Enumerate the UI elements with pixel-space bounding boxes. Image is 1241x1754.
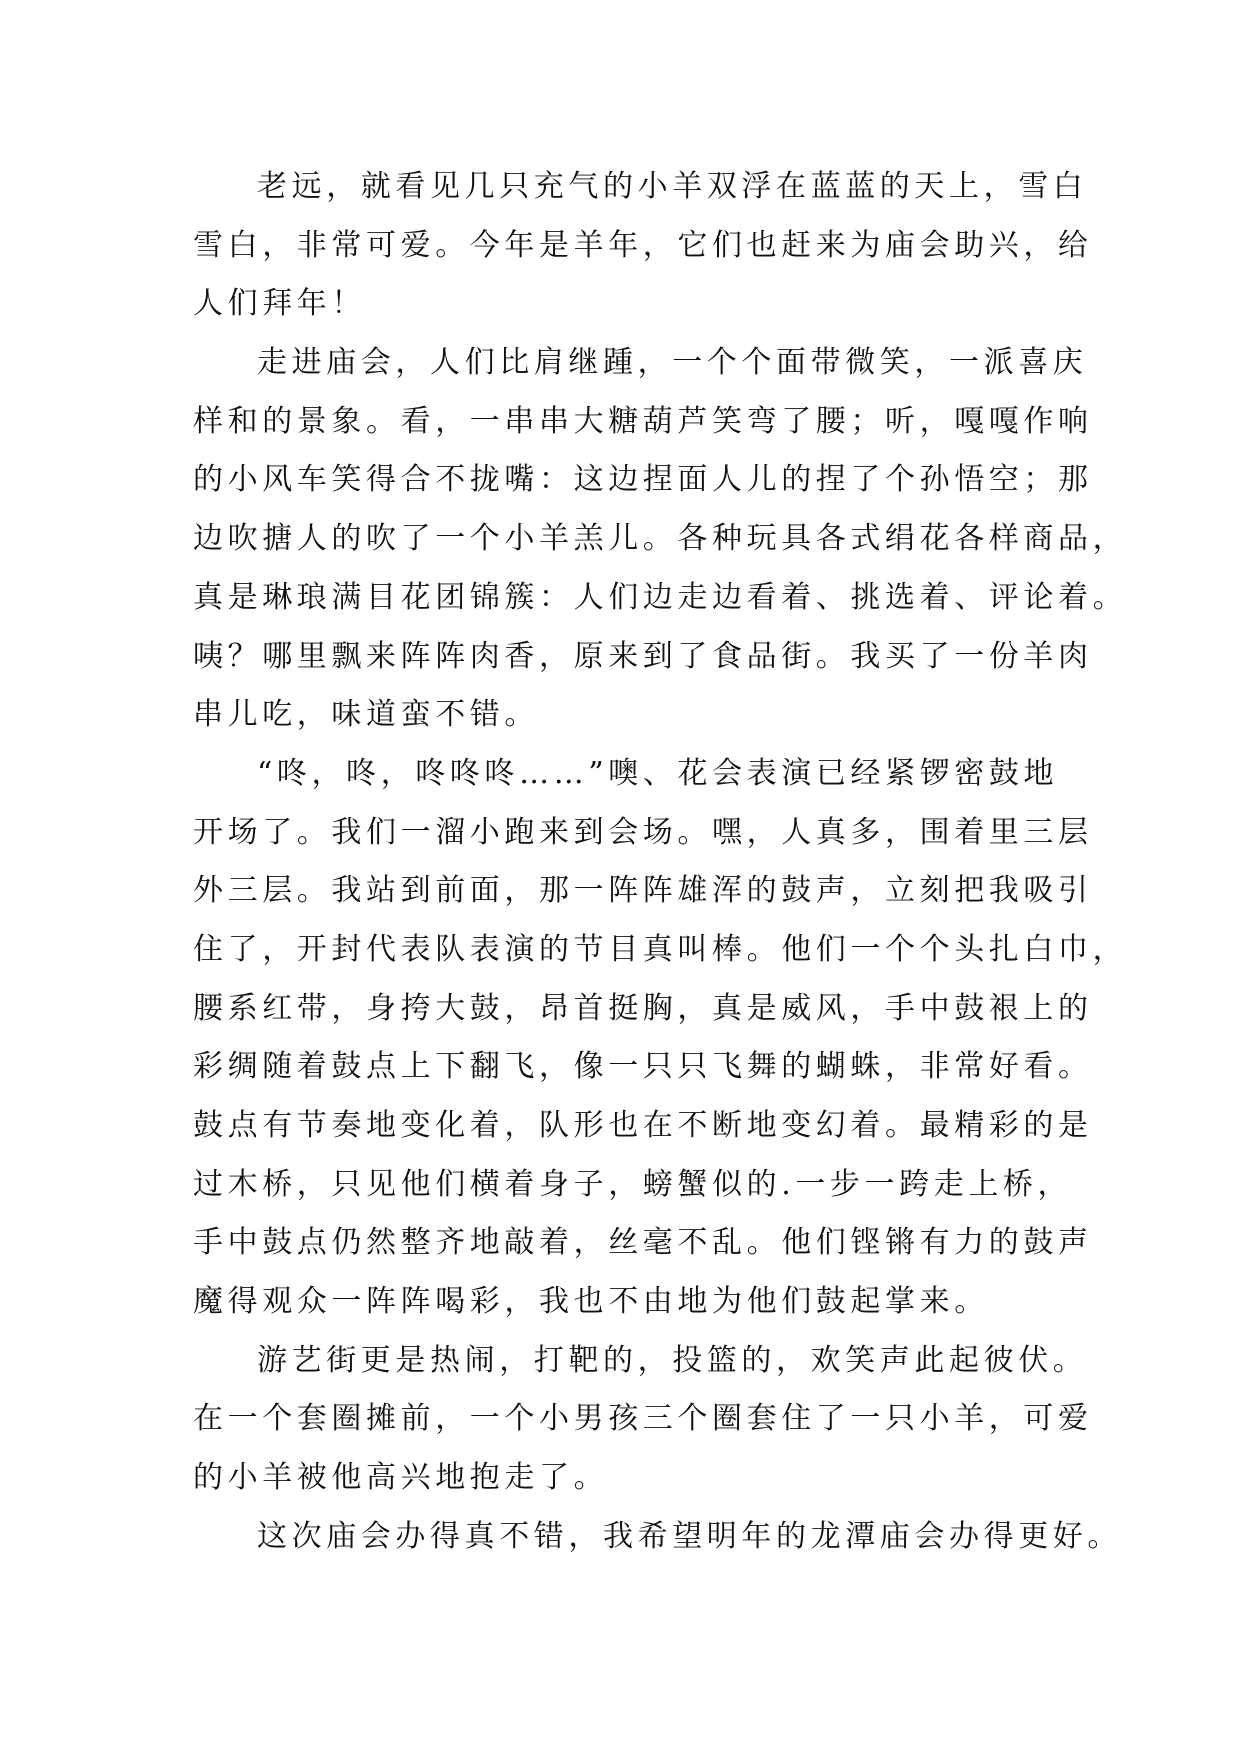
paragraph-3-line-10: 魔得观众一阵阵喝彩，我也不由地为他们鼓起掌来。 bbox=[193, 1284, 989, 1320]
paragraph-4-line-3: 的小羊被他高兴地抱走了。 bbox=[193, 1460, 609, 1496]
paragraph-3-line-3: 外三层。我站到前面，那一阵阵雄浑的鼓声，立刻把我吸引 bbox=[193, 873, 1093, 909]
paragraph-3-line-7: 鼓点有节奏地变化着，队形也在不断地变幻着。最精彩的是 bbox=[193, 1108, 1093, 1143]
paragraph-2-line-5: 真是琳琅满目花团锦簇：人们边走边看着、挑选着、评论着。 bbox=[193, 579, 1128, 615]
paragraph-3-line-5: 腰系红带，身挎大鼓，昂首挺胸，真是威风，手中鼓裉上的 bbox=[193, 990, 1093, 1026]
paragraph-1-line-3: 人们拜年！ bbox=[193, 286, 366, 322]
paragraph-1-line-1: 老远，就看见几只充气的小羊双浮在蓝蓝的天上，雪白 bbox=[257, 169, 1088, 204]
paragraph-3-line-2: 开场了。我们一溜小跑来到会场。嘿，人真多，围着里三层 bbox=[193, 814, 1093, 850]
paragraph-1-line-2: 雪白，非常可爱。今年是羊年，它们也赶来为庙会助兴，给 bbox=[193, 227, 1093, 263]
paragraph-2-line-4: 边吹搪人的吹了一个小羊羔儿。各种玩具各式绢花各样商品， bbox=[193, 521, 1128, 557]
paragraph-2-line-3: 的小风车笑得合不拢嘴：这边捏面人儿的捏了个孙悟空；那 bbox=[193, 462, 1093, 498]
paragraph-2-line-2: 样和的景象。看，一串串大糖葫芦笑弯了腰；听，嘎嘎作响 bbox=[193, 403, 1093, 439]
paragraph-3-line-1: “咚，咚，咚咚咚……”噢、花会表演已经紧锣密鼓地 bbox=[257, 755, 1059, 791]
paragraph-3-line-6: 彩绸随着鼓点上下翻飞，像一只只飞舞的蝴蛛，非常好看。 bbox=[193, 1049, 1093, 1085]
paragraph-3-line-8: 过木桥，只见他们横着身子，螃蟹似的.一步一跨走上桥， bbox=[193, 1166, 1073, 1202]
paragraph-5-line-1: 这次庙会办得真不错，我希望明年的龙潭庙会办得更好。 bbox=[257, 1518, 1122, 1554]
paragraph-2-line-1: 走进庙会，人们比肩继踵，一个个面带微笑，一派喜庆 bbox=[257, 345, 1088, 381]
paragraph-3-line-4: 住了，开封代表队表演的节目真叫棒。他们一个个头扎白巾， bbox=[193, 931, 1128, 967]
paragraph-4-line-2: 在一个套圈摊前，一个小男孩三个圈套住了一只小羊，可爱 bbox=[193, 1401, 1093, 1437]
paragraph-2-line-6: 咦？哪里飘来阵阵肉香，原来到了食品街。我买了一份羊肉 bbox=[193, 638, 1093, 674]
paragraph-4-line-1: 游艺街更是热闹，打靶的，投篮的，欢笑声此起彼伏。 bbox=[257, 1342, 1088, 1378]
paragraph-2-line-7: 串儿吃，味道蛮不错。 bbox=[193, 697, 539, 733]
essay-body bbox=[193, 158, 1128, 1567]
paragraph-3-line-9: 手中鼓点仍然整齐地敲着，丝毫不乱。他们铿锵有力的鼓声 bbox=[193, 1225, 1093, 1261]
